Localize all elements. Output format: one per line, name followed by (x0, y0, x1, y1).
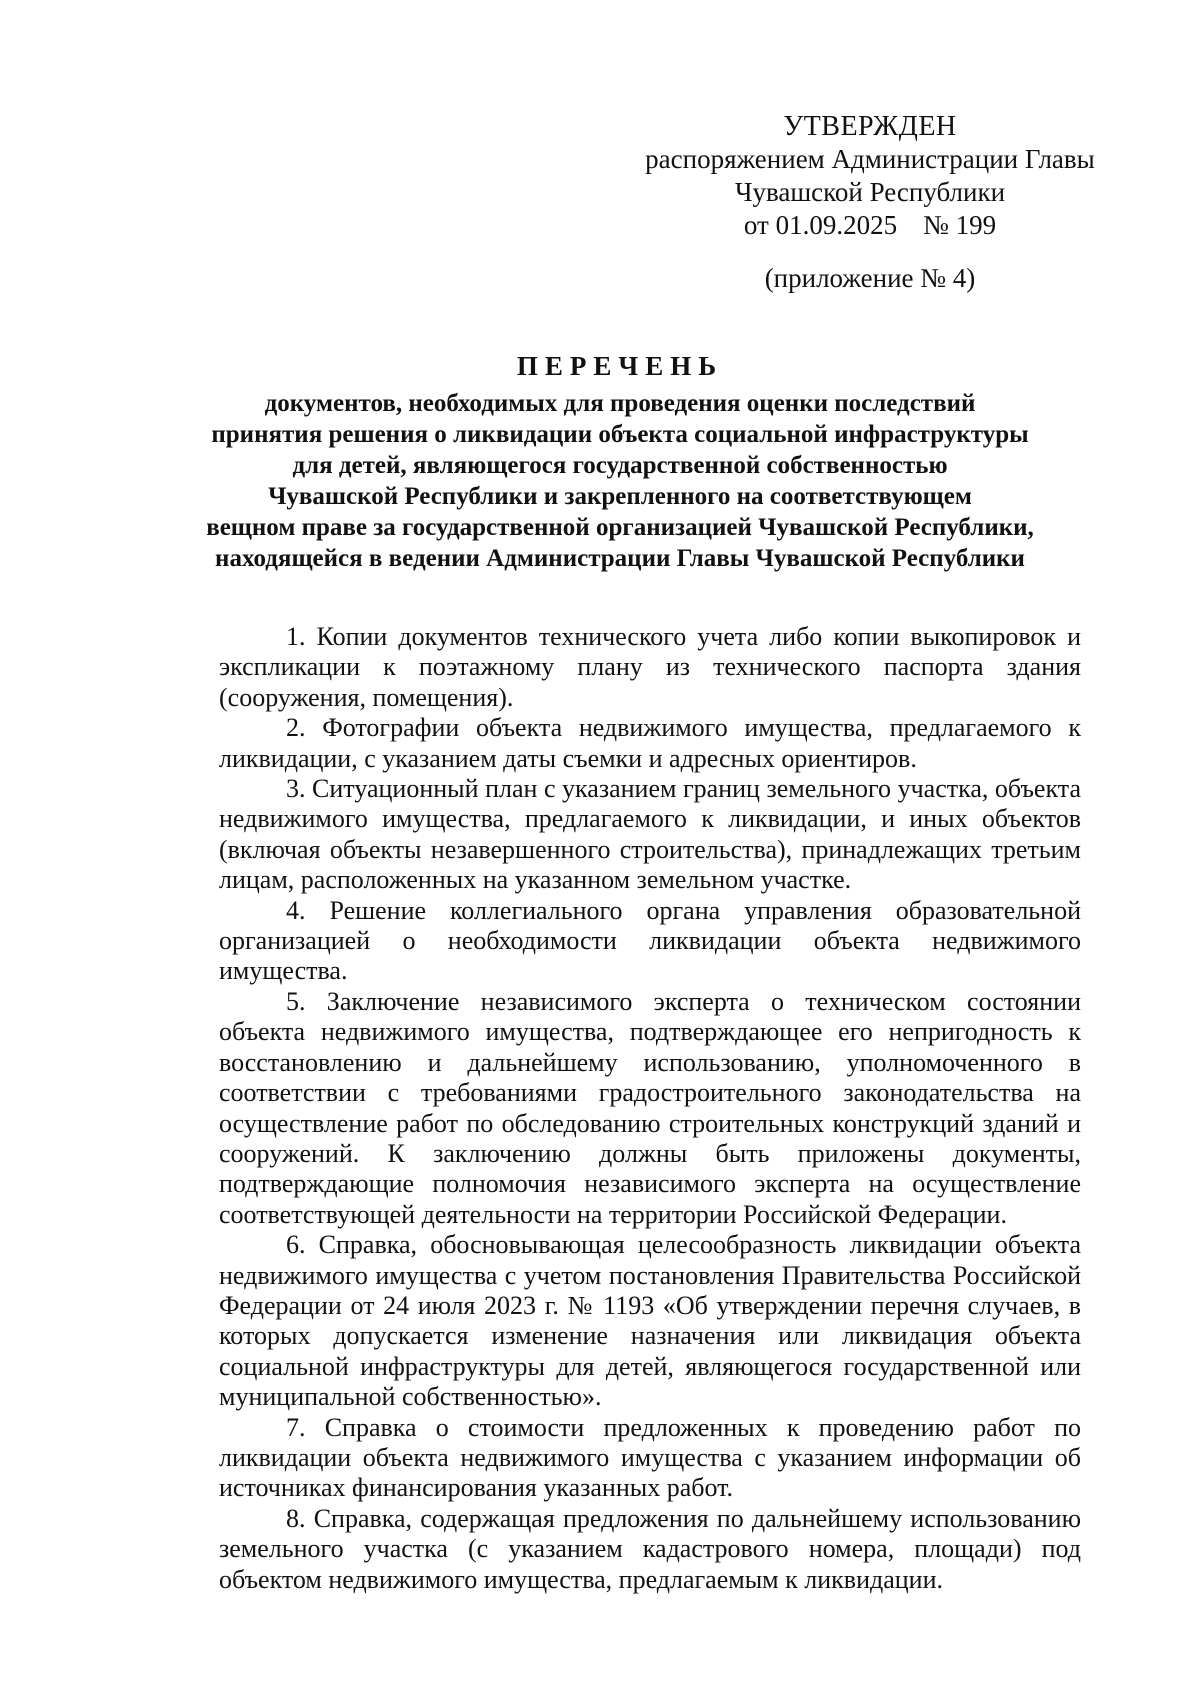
heading-line: вещном праве за государственной организацией Чувашской Республики, (206, 514, 1034, 541)
list-item-1: 1. Копии документов технического учета либо копии выкопировок и экспликации к поэтажному плану из технического паспорта здания (сооружения, помещения). (219, 622, 1081, 712)
approval-date: от 01.09.2025 (743, 210, 898, 240)
list-item-8: 8. Справка, содержащая предложения по дальнейшему использованию земельного участка (с указанием кадастрового номера, площади) под объектом недвижимого имущества, предлагаемым к ликвидации. (219, 1503, 1081, 1594)
heading-line: для детей, являющегося государственной собственностью (292, 452, 948, 479)
document-title: ПЕРЕЧЕНЬ (516, 351, 724, 381)
heading-line: принятия решения о ликвидации объекта социальной инфраструктуры (211, 421, 1029, 448)
document-list (219, 622, 1081, 1595)
heading-line: документов, необходимых для проведения оценки последствий (264, 390, 976, 417)
approval-issuer-line: распоряжением Администрации Главы (645, 144, 1095, 174)
document-heading (160, 348, 1080, 574)
approval-title: УТВЕРЖДЕН (783, 111, 957, 142)
list-item-5: 5. Заключение независимого эксперта о техническом состоянии объекта недвижимого имущества, подтверждающее его непригодность к восстановлению и дальнейшему использованию, уполномоченного в соответствии с требованиями градостроительного законодательства на осуществление работ по обследованию строительных конструкций зданий и сооружений. К заключению должны быть приложены документы, подтверждающие полномочия независимого эксперта на осуществление соответствующей деятельности на территории Российской Федерации. (219, 986, 1081, 1229)
list-item-4: 4. Решение коллегиального органа управления образовательной организацией о необходимости ликвидации объекта недвижимого имущества. (219, 895, 1081, 986)
approval-number: № 199 (923, 210, 997, 240)
list-item-2: 2. Фотографии объекта недвижимого имущества, предлагаемого к ликвидации, с указанием даты съемки и адресных ориентиров. (219, 713, 1081, 773)
heading-line: Чувашской Республики и закрепленного на соответствующем (268, 483, 972, 510)
list-item-7: 7. Справка о стоимости предложенных к проведению работ по ликвидации объекта недвижимого имущества с указанием информации об источниках финансирования указанных работ. (219, 1412, 1081, 1503)
approval-date-line (640, 209, 1100, 242)
approval-stamp (640, 110, 1100, 242)
appendix-label: (приложение № 4) (764, 263, 976, 293)
heading-line: находящейся в ведении Администрации Главы Чувашской Республики (215, 545, 1025, 572)
approval-issuer-region: Чувашской Республики (734, 177, 1006, 207)
list-item-6: 6. Справка, обосновывающая целесообразность ликвидации объекта недвижимого имущества с учетом постановления Правительства Российской Федерации от 24 июля 2023 г. № 1193 «Об утверждении перечня случаев, в которых допускается изменение назначения или ликвидация объекта социальной инфраструктуры для детей, являющегося государственной или муниципальной собственностью». (219, 1230, 1081, 1412)
list-item-3: 3. Ситуационный план с указанием границ земельного участка, объекта недвижимого имущества, предлагаемого к ликвидации, и иных объектов (включая объекты незавершенного строительства), принадлежащих третьим лицам, расположенных на указанном земельном участке. (219, 774, 1081, 895)
